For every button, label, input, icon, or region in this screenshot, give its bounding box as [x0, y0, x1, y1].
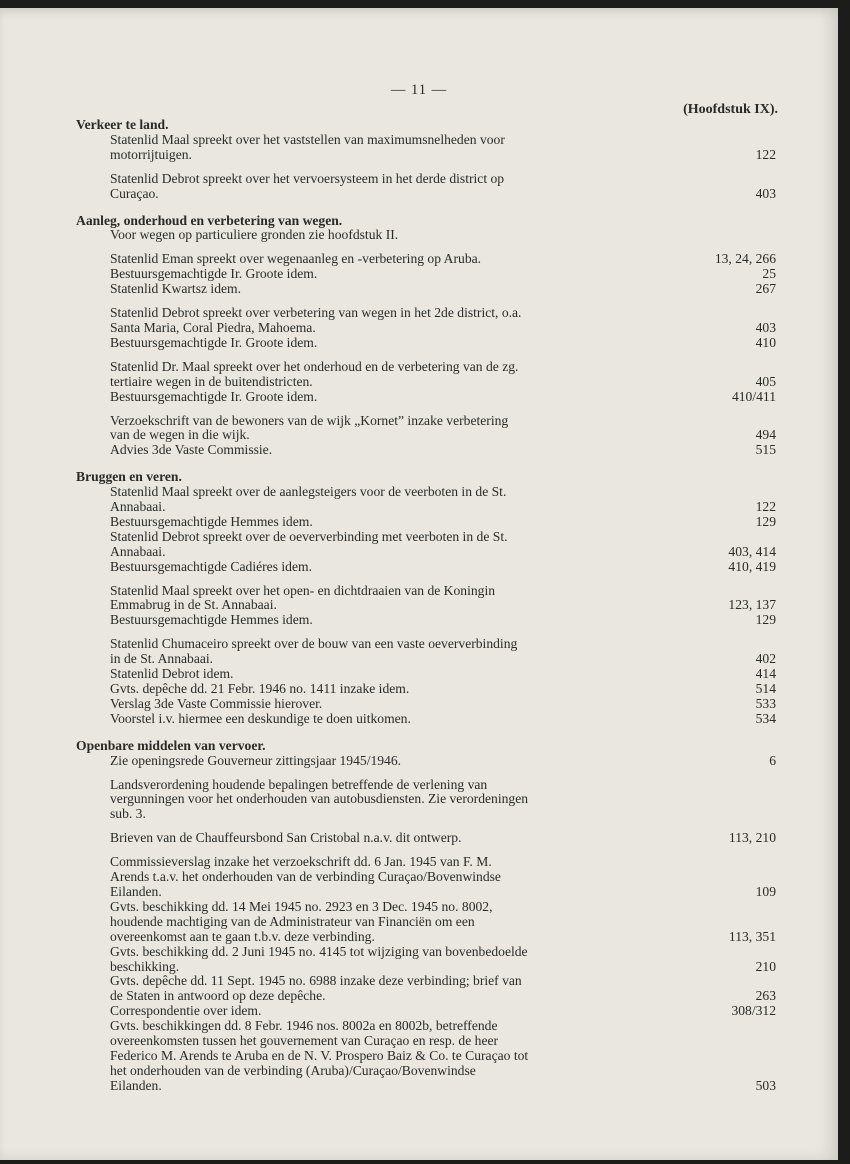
section-heading: Verkeer te land.: [76, 117, 169, 132]
entry-page-ref: 414: [755, 666, 776, 682]
chapter-reference: (Hoofdstuk IX).: [683, 102, 778, 117]
entry-text: Statenlid Debrot idem.: [110, 666, 234, 682]
entry-page-ref: 113, 351: [728, 928, 776, 944]
entry-page-ref: 402: [755, 651, 776, 667]
index-entry: [110, 712, 776, 727]
document-page: [0, 8, 838, 1160]
entry-page-ref: 494: [755, 427, 776, 443]
index-entry: [110, 133, 776, 163]
index-entry: [110, 485, 776, 515]
entry-page-ref: 109: [755, 883, 776, 899]
index-entry: [110, 515, 776, 530]
section-heading: Bruggen en veren.: [76, 469, 182, 485]
entry-page-ref: 123, 137: [728, 597, 776, 613]
entry-text: Statenlid Chumaceiro spreekt over de bouw van een vaste oeververbinding in de St. Annabaai.: [110, 636, 518, 667]
entry-text: Gvts. depêche dd. 11 Sept. 1945 no. 6988 inzake deze verbinding; brief van de Staten in antwoord op deze depêche.: [110, 973, 522, 1004]
index-entry: [110, 530, 776, 560]
index-entry: [110, 855, 776, 900]
entry-page-ref: 403: [755, 319, 776, 335]
entry-page-ref: 410: [755, 334, 776, 350]
index-entry: [110, 336, 776, 351]
entry-text: Gvts. beschikking dd. 2 Juni 1945 no. 4145 tot wijziging van bovenbedoelde beschikking.: [110, 943, 528, 974]
entry-text: Statenlid Maal spreekt over het vaststellen van maximumsnelheden voor motorrijtuigen.: [110, 131, 505, 162]
entry-text: Bestuursgemachtigde Ir. Groote idem.: [110, 388, 318, 404]
entry-page-ref: 129: [755, 612, 776, 628]
entry-page-ref: 13, 24, 266: [714, 251, 776, 267]
entry-page-ref: 403: [755, 185, 776, 201]
index-content: [76, 118, 776, 1094]
entry-page-ref: 113, 210: [728, 830, 776, 846]
entry-text: Statenlid Debrot spreekt over verbetering van wegen in het 2de district, o.a. Santa Maria, Coral Piedra, Mahoema.: [110, 305, 522, 335]
index-entry: [110, 1019, 776, 1094]
index-entry: [110, 267, 776, 282]
index-entry: [110, 560, 776, 575]
index-entry: [110, 945, 776, 975]
entry-text: Verslag 3de Vaste Commissie hierover.: [110, 695, 323, 711]
index-entry: [110, 360, 776, 390]
entry-text: Bestuursgemachtigde Cadiéres idem.: [110, 558, 312, 574]
entry-page-ref: 267: [755, 281, 776, 297]
entry-text: Gvts. beschikkingen dd. 8 Febr. 1946 nos. 8002a en 8002b, betreffende overeenkomsten tussen het gouvernement van Curaçao en resp. de heer Federico M. Arends te Aruba en de N. V. Prospero Baiz & Co. te Curaçao tot het onderhouden van de verbinding (Aruba)/Curaçao/Bovenwindse Eilanden.: [110, 1018, 529, 1093]
index-entry: [110, 584, 776, 614]
index-entry: [110, 754, 776, 769]
index-entry: [110, 306, 776, 336]
entry-text: Bestuursgemachtigde Ir. Groote idem.: [110, 266, 318, 282]
page-number: — 11 —: [390, 82, 448, 98]
section-heading: Aanleg, onderhoud en verbetering van wegen.: [76, 212, 343, 228]
entry-page-ref: 25: [762, 266, 776, 282]
index-entry: [110, 414, 776, 444]
entry-page-ref: 129: [755, 513, 776, 529]
index-entry: [110, 682, 776, 697]
index-entry: [110, 778, 776, 823]
entry-page-ref: 534: [755, 710, 776, 726]
entry-page-ref: 403, 414: [728, 543, 776, 559]
entry-page-ref: 122: [755, 146, 776, 162]
index-entry: [110, 697, 776, 712]
index-entry: [110, 637, 776, 667]
entry-page-ref: 410/411: [731, 388, 776, 404]
index-entry: [110, 443, 776, 458]
index-entry: [110, 613, 776, 628]
index-entry: [110, 228, 776, 243]
entry-text: Verzoekschrift van de bewoners van de wijk „Kornet” inzake verbetering van de wegen in die wijk.: [110, 412, 509, 443]
entry-page-ref: 122: [755, 499, 776, 515]
entry-text: Statenlid Debrot spreekt over de oeververbinding met veerboten in de St. Annabaai.: [110, 528, 508, 559]
entry-page-ref: 515: [755, 442, 776, 458]
index-entry: [110, 974, 776, 1004]
entry-text: Gvts. beschikking dd. 14 Mei 1945 no. 2923 en 3 Dec. 1945 no. 8002, houdende machtiging van de Administrateur van Financiën om een overeenkomst aan te gaan t.b.v. deze verbinding.: [110, 898, 493, 944]
index-entry: [110, 831, 776, 846]
index-entry: [110, 390, 776, 405]
entry-text: Advies 3de Vaste Commissie.: [110, 442, 273, 458]
entry-text: Bestuursgemachtigde Ir. Groote idem.: [110, 334, 318, 350]
entry-text: Voor wegen op particuliere gronden zie hoofdstuk II.: [110, 227, 399, 243]
entry-page-ref: 263: [755, 988, 776, 1004]
entry-text: Statenlid Debrot spreekt over het vervoersysteem in het derde district op Curaçao.: [110, 170, 505, 201]
entry-page-ref: 514: [755, 681, 776, 696]
entry-text: Statenlid Eman spreekt over wegenaanleg en -verbetering op Aruba.: [110, 251, 482, 267]
entry-text: Gvts. depêche dd. 21 Febr. 1946 no. 1411 inzake idem.: [110, 681, 410, 696]
entry-text: Statenlid Maal spreekt over de aanlegsteigers voor de veerboten in de St. Annabaai.: [110, 484, 507, 515]
entry-text: Bestuursgemachtigde Hemmes idem.: [110, 513, 313, 529]
entry-text: Landsverordening houdende bepalingen betreffende de verlening van vergunningen voor het onderhouden van autobusdiensten. Zie verordeningen sub. 3.: [110, 776, 529, 822]
entry-text: Statenlid Dr. Maal spreekt over het onderhoud en de verbetering van de zg. tertiaire wegen in de buitendistricten.: [110, 358, 519, 389]
entry-text: Commissieverslag inzake het verzoekschrift dd. 6 Jan. 1945 van F. M. Arends t.a.v. het onderhouden van de verbinding Curaçao/Bovenwindse Eilanden.: [110, 854, 501, 899]
entry-page-ref: 6: [769, 752, 776, 768]
index-entry: [110, 172, 776, 202]
entry-page-ref: 405: [755, 373, 776, 389]
entry-page-ref: 210: [755, 958, 776, 974]
entry-page-ref: 410, 419: [728, 558, 776, 574]
index-entry: [110, 667, 776, 682]
index-entry: [110, 900, 776, 945]
entry-page-ref: 308/312: [731, 1003, 776, 1019]
entry-text: Brieven van de Chauffeursbond San Cristobal n.a.v. dit ontwerp.: [110, 830, 462, 846]
entry-text: Zie openingsrede Gouverneur zittingsjaar 1945/1946.: [110, 752, 402, 768]
index-entry: [110, 282, 776, 297]
index-entry: [110, 252, 776, 267]
entry-text: Voorstel i.v. hiermee een deskundige te doen uitkomen.: [110, 710, 411, 726]
entry-text: Statenlid Maal spreekt over het open- en dichtdraaien van de Koningin Emmabrug in de St. Annabaai.: [110, 582, 496, 613]
index-entry: [110, 1004, 776, 1019]
section-heading: Openbare middelen van vervoer.: [76, 737, 266, 753]
entry-text: Statenlid Kwartsz idem.: [110, 281, 241, 297]
entry-text: Correspondentie over idem.: [110, 1003, 262, 1019]
entry-text: Bestuursgemachtigde Hemmes idem.: [110, 612, 313, 628]
entry-page-ref: 533: [755, 695, 776, 711]
entry-page-ref: 503: [755, 1077, 776, 1093]
